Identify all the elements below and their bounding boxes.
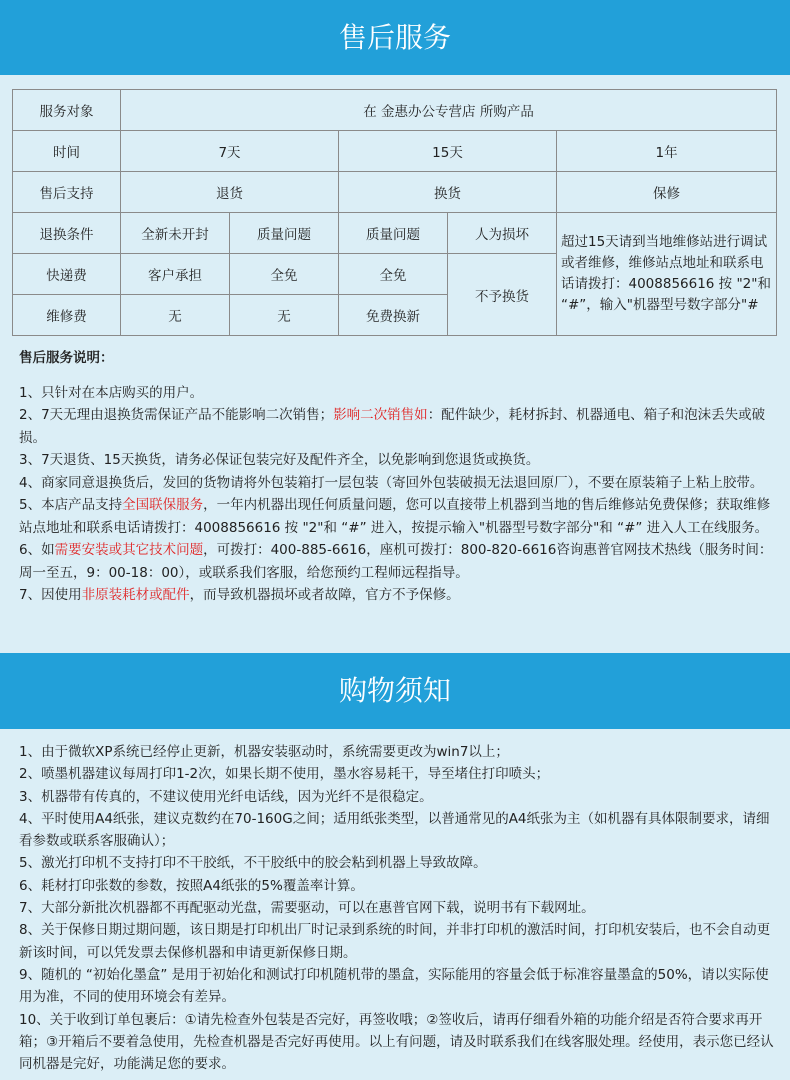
highlight-text: 影响二次销售如 [333,407,428,423]
table-cell: 无 [230,295,339,336]
table-cell: 换货 [339,172,557,213]
table-cell: 保修 [557,172,777,213]
shopping-item: 8、关于保修日期过期问题，该日期是打印机出厂时记录到系统的时间，并非打印机的激活时间，打印机安装后，也不会自动更新该时间，可以凭发票去保修机器和申请更新保修日期。 [19,922,771,961]
service-target: 在 金惠办公专营店 所购产品 [121,90,777,131]
after-sales-notes [19,347,775,607]
repair-note: 超过15天请到当地维修站进行调试或者维修，维修站点地址和联系电话请拨打：4008856616 按 "2"和 “#”，输入"机器型号数字部分"# [557,213,777,336]
note-item: 3、7天退货、15天换货，请务必保证包装完好及配件齐全，以免影响到您退货或换货。 [19,452,540,468]
table-cell: 全免 [339,254,448,295]
table-cell: 7天 [121,131,339,172]
table-cell: 客户承担 [121,254,230,295]
table-row [13,90,777,131]
after-sales-table [12,89,777,336]
row-label: 时间 [13,131,121,172]
shopping-item: 7、大部分新批次机器都不再配驱动光盘，需要驱动，可以在惠普官网下载，说明书有下载网址。 [19,900,595,917]
table-cell: 全新未开封 [121,213,230,254]
shopping-item: 1、由于微软XP系统已经停止更新，机器安装驱动时，系统需要更改为win7以上； [19,744,509,760]
note-item: 7、因使用非原装耗材或配件，而导致机器损坏或者故障，官方不予保修。 [19,587,460,603]
shopping-item: 10、关于收到订单包裹后：①请先检查外包装是否完好，再签收哦；②签收后，请再仔细看外箱的功能介绍是否符合要求再开箱；③开箱后不要着急使用，先检查机器是否完好再使用。以上有问题，请及时联系我们在线客服处理。经使用，表示您已经认同机器是完好，功能满足您的要求。 [19,1011,774,1073]
row-label: 维修费 [13,295,121,336]
highlight-text: 需要安装或其它技术问题 [54,542,204,558]
shopping-item: 3、机器带有传真的，不建议使用光纤电话线，因为光纤不是很稳定。 [19,788,433,805]
shopping-item: 9、随机的 “初始化墨盒” 是用于初始化和测试打印机随机带的墨盒，实际能用的容量会低于标准容量墨盒的50%，请以实际使用为准，不同的使用环境会有差异。 [19,966,769,1006]
row-label: 退换条件 [13,213,121,254]
note-item: 6、如需要安装或其它技术问题，可拨打：400-885-6616，座机可拨打：800-820-6616咨询惠普官网技术热线（服务时间：周一至五，9：00-18：00），或联系我们客服，给您预约工程师远程指导。 [19,542,773,581]
note-item: 4、商家同意退换货后，发回的货物请将外包装箱打一层包装（寄回外包装破损无法退回原厂），不要在原装箱子上粘上胶带。 [19,474,764,491]
table-cell: 全免 [230,254,339,295]
note-item: 5、本店产品支持全国联保服务，一年内机器出现任何质量问题，您可以直接带上机器到当地的售后维修站免费保修；获取维修站点地址和联系电话请拨打：4008856616 按 "2"和 “#” 进入，按提示输入"机器型号数字部分"和 “#” 进入人工在线服务。 [19,497,771,536]
shopping-item: 2、喷墨机器建议每周打印1-2次，如果长期不使用，墨水容易耗干，导至堵住打印喷头； [19,766,550,783]
table-cell: 退货 [121,172,339,213]
table-cell: 免费换新 [339,295,448,336]
note-item: 1、只针对在本店购买的用户。 [19,384,204,401]
shopping-notes [19,741,775,1075]
shopping-title: 购物须知 [338,674,451,707]
table-row [13,172,777,213]
highlight-text: 非原装耗材或配件 [81,587,190,603]
table-cell: 质量问题 [339,213,448,254]
shopping-item: 5、激光打印机不支持打印不干胶纸，不干胶纸中的胶会粘到机器上导致故障。 [19,855,487,872]
table-cell: 15天 [339,131,557,172]
shopping-item: 4、平时使用A4纸张，建议克数约在70-160G之间；适用纸张类型，以普通常见的A4纸张为主（如机器有具体限制要求，请细看参数或联系客服确认）； [19,810,770,850]
after-sales-banner [0,0,790,75]
table-row [13,213,777,254]
notes-heading: 售后服务说明： [19,350,114,366]
no-exchange-cell: 不予换货 [448,254,557,336]
note-item: 2、7天无理由退换货需保证产品不能影响二次销售；影响二次销售如：配件缺少，耗材拆封、机器通电、箱子和泡沫丢失或破损。 [19,407,766,446]
shopping-item: 6、耗材打印张数的参数，按照A4纸张的5%覆盖率计算。 [19,877,364,894]
after-sales-title: 售后服务 [338,21,451,54]
table-cell: 质量问题 [230,213,339,254]
row-label: 快递费 [13,254,121,295]
row-label: 售后支持 [13,172,121,213]
table-cell: 人为损坏 [448,213,557,254]
row-label: 服务对象 [13,90,121,131]
table-cell: 无 [121,295,230,336]
table-row [13,131,777,172]
table-cell: 1年 [557,131,777,172]
highlight-text: 全国联保服务 [122,497,204,513]
shopping-banner [0,653,790,729]
